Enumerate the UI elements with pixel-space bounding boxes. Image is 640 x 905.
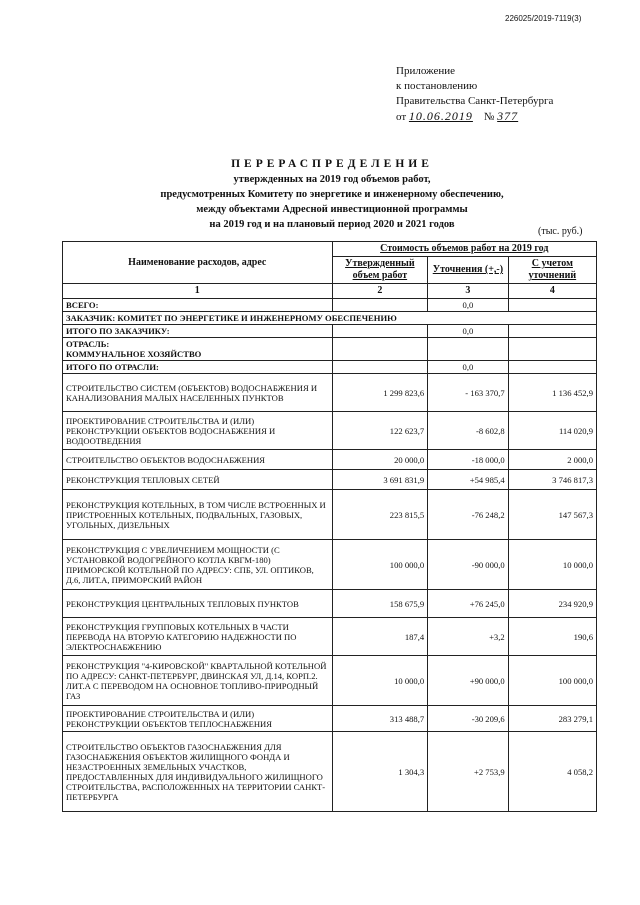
redistribution-table [62,241,597,812]
empty-cell [428,338,509,361]
row-approved: 158 675,9 [332,590,428,618]
table-row [63,470,597,490]
date-prefix: от [396,111,407,123]
industry-row [63,338,597,361]
resolution-number: 377 [497,109,519,123]
empty-cell [332,325,428,338]
customer-total-change: 0,0 [428,325,509,338]
row-name: РЕКОНСТРУКЦИЯ ГРУППОВЫХ КОТЕЛЬНЫХ В ЧАСТИ ПЕРЕВОДА НА ВТОРУЮ КАТЕГОРИЮ НАДЕЖНОСТИ ПО ЭЛЕКТРОСНАБЖЕНИЮ [63,618,333,656]
row-result: 190,6 [508,618,596,656]
title-line1: утвержденных на 2019 год объемов работ, [233,174,431,185]
appendix-date-line [396,109,553,125]
header-approved: Утвержденный объем работ [332,257,428,284]
row-name: РЕКОНСТРУКЦИЯ ЦЕНТРАЛЬНЫХ ТЕПЛОВЫХ ПУНКТОВ [63,590,333,618]
table-row [63,374,597,412]
row-approved: 10 000,0 [332,656,428,706]
row-change: -8 602,8 [428,412,509,450]
row-change: -30 209,6 [428,706,509,732]
document-number: 226025/2019-7119(3) [505,14,582,23]
table-row [63,656,597,706]
row-approved: 3 691 831,9 [332,470,428,490]
row-name: РЕКОНСТРУКЦИЯ "4-КИРОВСКОЙ" КВАРТАЛЬНОЙ КОТЕЛЬНОЙ ПО АДРЕСУ: САНКТ-ПЕТЕРБУРГ, ДВИНСКАЯ УЛ, Д.14, КОРП.2. ЛИТ.А С ПЕРЕВОДОМ НА ОСНОВНОЕ ТОПЛИВО-ПРИРОДНЫЙ ГАЗ [63,656,333,706]
row-change: - 163 370,7 [428,374,509,412]
row-name: СТРОИТЕЛЬСТВО СИСТЕМ (ОБЪЕКТОВ) ВОДОСНАБЖЕНИЯ И КАНАЛИЗОВАНИЯ МАЛЫХ НАСЕЛЕННЫХ ПУНКТОВ [63,374,333,412]
document-title [62,157,602,232]
row-name: РЕКОНСТРУКЦИЯ ТЕПЛОВЫХ СЕТЕЙ [63,470,333,490]
header-result: С учетом уточнений [508,257,596,284]
number-prefix: № [483,111,495,123]
row-approved: 223 815,5 [332,490,428,540]
row-result: 234 920,9 [508,590,596,618]
header-name: Наименование расходов, адрес [63,242,333,284]
row-approved: 187,4 [332,618,428,656]
total-result [508,299,596,312]
customer-total-label: ИТОГО ПО ЗАКАЗЧИКУ: [63,325,333,338]
customer-row [63,312,597,325]
total-change: 0,0 [428,299,509,312]
row-result: 114 020,9 [508,412,596,450]
table-row [63,412,597,450]
units-note: (тыс. руб.) [538,226,583,237]
row-result: 2 000,0 [508,450,596,470]
title-line2: предусмотренных Комитету по энергетике и инженерному обеспечению, [160,189,504,200]
row-result: 283 279,1 [508,706,596,732]
table-row [63,490,597,540]
row-change: +90 000,0 [428,656,509,706]
row-result: 4 058,2 [508,732,596,812]
industry-total-change: 0,0 [428,361,509,374]
row-approved: 1 299 823,6 [332,374,428,412]
row-change: +76 245,0 [428,590,509,618]
total-row [63,299,597,312]
empty-cell [508,361,596,374]
table-row [63,732,597,812]
table-row [63,540,597,590]
title-main: ПЕРЕРАСПРЕДЕЛЕНИЕ [231,158,433,170]
table-row [63,450,597,470]
total-approved [332,299,428,312]
industry-total-label: ИТОГО ПО ОТРАСЛИ: [63,361,333,374]
row-result: 100 000,0 [508,656,596,706]
resolution-date: 10.06.2019 [408,109,473,123]
industry-total-row [63,361,597,374]
row-name: СТРОИТЕЛЬСТВО ОБЪЕКТОВ ВОДОСНАБЖЕНИЯ [63,450,333,470]
appendix-line2: к постановлению [396,80,478,92]
colnum-4: 4 [508,284,596,299]
customer-total-row [63,325,597,338]
row-approved: 122 623,7 [332,412,428,450]
row-change: -90 000,0 [428,540,509,590]
row-name: РЕКОНСТРУКЦИЯ КОТЕЛЬНЫХ, В ТОМ ЧИСЛЕ ВСТРОЕННЫХ И ПРИСТРОЕННЫХ КОТЕЛЬНЫХ, ПОДВАЛЬНЫХ, ГАЗОВЫХ, УГОЛЬНЫХ, ДИЗЕЛЬНЫХ [63,490,333,540]
appendix-line3: Правительства Санкт-Петербурга [396,95,554,107]
row-result: 10 000,0 [508,540,596,590]
title-line4: на 2019 год и на плановый период 2020 и 2021 годов [209,219,455,230]
row-name: ПРОЕКТИРОВАНИЕ СТРОИТЕЛЬСТВА И (ИЛИ) РЕКОНСТРУКЦИИ ОБЪЕКТОВ ТЕПЛОСНАБЖЕНИЯ [63,706,333,732]
header-group: Стоимость объемов работ на 2019 год [332,242,596,257]
empty-cell [332,338,428,361]
industry-prefix: ОТРАСЛЬ: [66,339,110,349]
total-label: ВСЕГО: [63,299,333,312]
table-row [63,706,597,732]
row-change: -18 000,0 [428,450,509,470]
colnum-2: 2 [332,284,428,299]
row-approved: 20 000,0 [332,450,428,470]
row-approved: 100 000,0 [332,540,428,590]
colnum-3: 3 [428,284,509,299]
appendix-block [396,64,553,125]
column-numbers-row [63,284,597,299]
row-name: ПРОЕКТИРОВАНИЕ СТРОИТЕЛЬСТВА И (ИЛИ) РЕКОНСТРУКЦИИ ОБЪЕКТОВ ВОДОСНАБЖЕНИЯ И ВОДООТВЕДЕНИЯ [63,412,333,450]
industry-name: КОММУНАЛЬНОЕ ХОЗЯЙСТВО [66,349,202,359]
appendix-line1: Приложение [396,65,456,77]
row-change: +3,2 [428,618,509,656]
customer-label: ЗАКАЗЧИК: КОМИТЕТ ПО ЭНЕРГЕТИКЕ И ИНЖЕНЕРНОМУ ОБЕСПЕЧЕНИЮ [63,312,597,325]
header-row [63,242,597,257]
row-change: +2 753,9 [428,732,509,812]
title-line3: между объектами Адресной инвестиционной программы [196,204,468,215]
empty-cell [508,338,596,361]
row-approved: 313 488,7 [332,706,428,732]
industry-label [63,338,333,361]
table-row [63,618,597,656]
row-approved: 1 304,3 [332,732,428,812]
row-name: СТРОИТЕЛЬСТВО ОБЪЕКТОВ ГАЗОСНАБЖЕНИЯ ДЛЯ ГАЗОСНАБЖЕНИЯ ОБЪЕКТОВ ЖИЛИЩНОГО ФОНДА И НЕЗАСТРОЕННЫХ ЗЕМЕЛЬНЫХ УЧАСТКОВ, ПРЕДОСТАВЛЕННЫХ ДЛЯ ИНДИВИДУАЛЬНОГО ЖИЛИЩНОГО СТРОИТЕЛЬСТВА, РАСПОЛОЖЕННЫХ НА ТЕРРИТОРИИ САНКТ-ПЕТЕРБУРГА [63,732,333,812]
empty-cell [332,361,428,374]
table-row [63,590,597,618]
row-change: -76 248,2 [428,490,509,540]
row-result: 147 567,3 [508,490,596,540]
colnum-1: 1 [63,284,333,299]
empty-cell [508,325,596,338]
row-result: 1 136 452,9 [508,374,596,412]
row-change: +54 985,4 [428,470,509,490]
row-result: 3 746 817,3 [508,470,596,490]
header-change: Уточнения (+,-) [428,257,509,284]
row-name: РЕКОНСТРУКЦИЯ С УВЕЛИЧЕНИЕМ МОЩНОСТИ (С УСТАНОВКОЙ ВОДОГРЕЙНОГО КОТЛА КВГМ-180) ПРИМОРСКОЙ КОТЕЛЬНОЙ ПО АДРЕСУ: СПБ, УЛ. ОПТИКОВ, Д.6, ЛИТ.А, ПРИМОРСКИЙ РАЙОН [63,540,333,590]
